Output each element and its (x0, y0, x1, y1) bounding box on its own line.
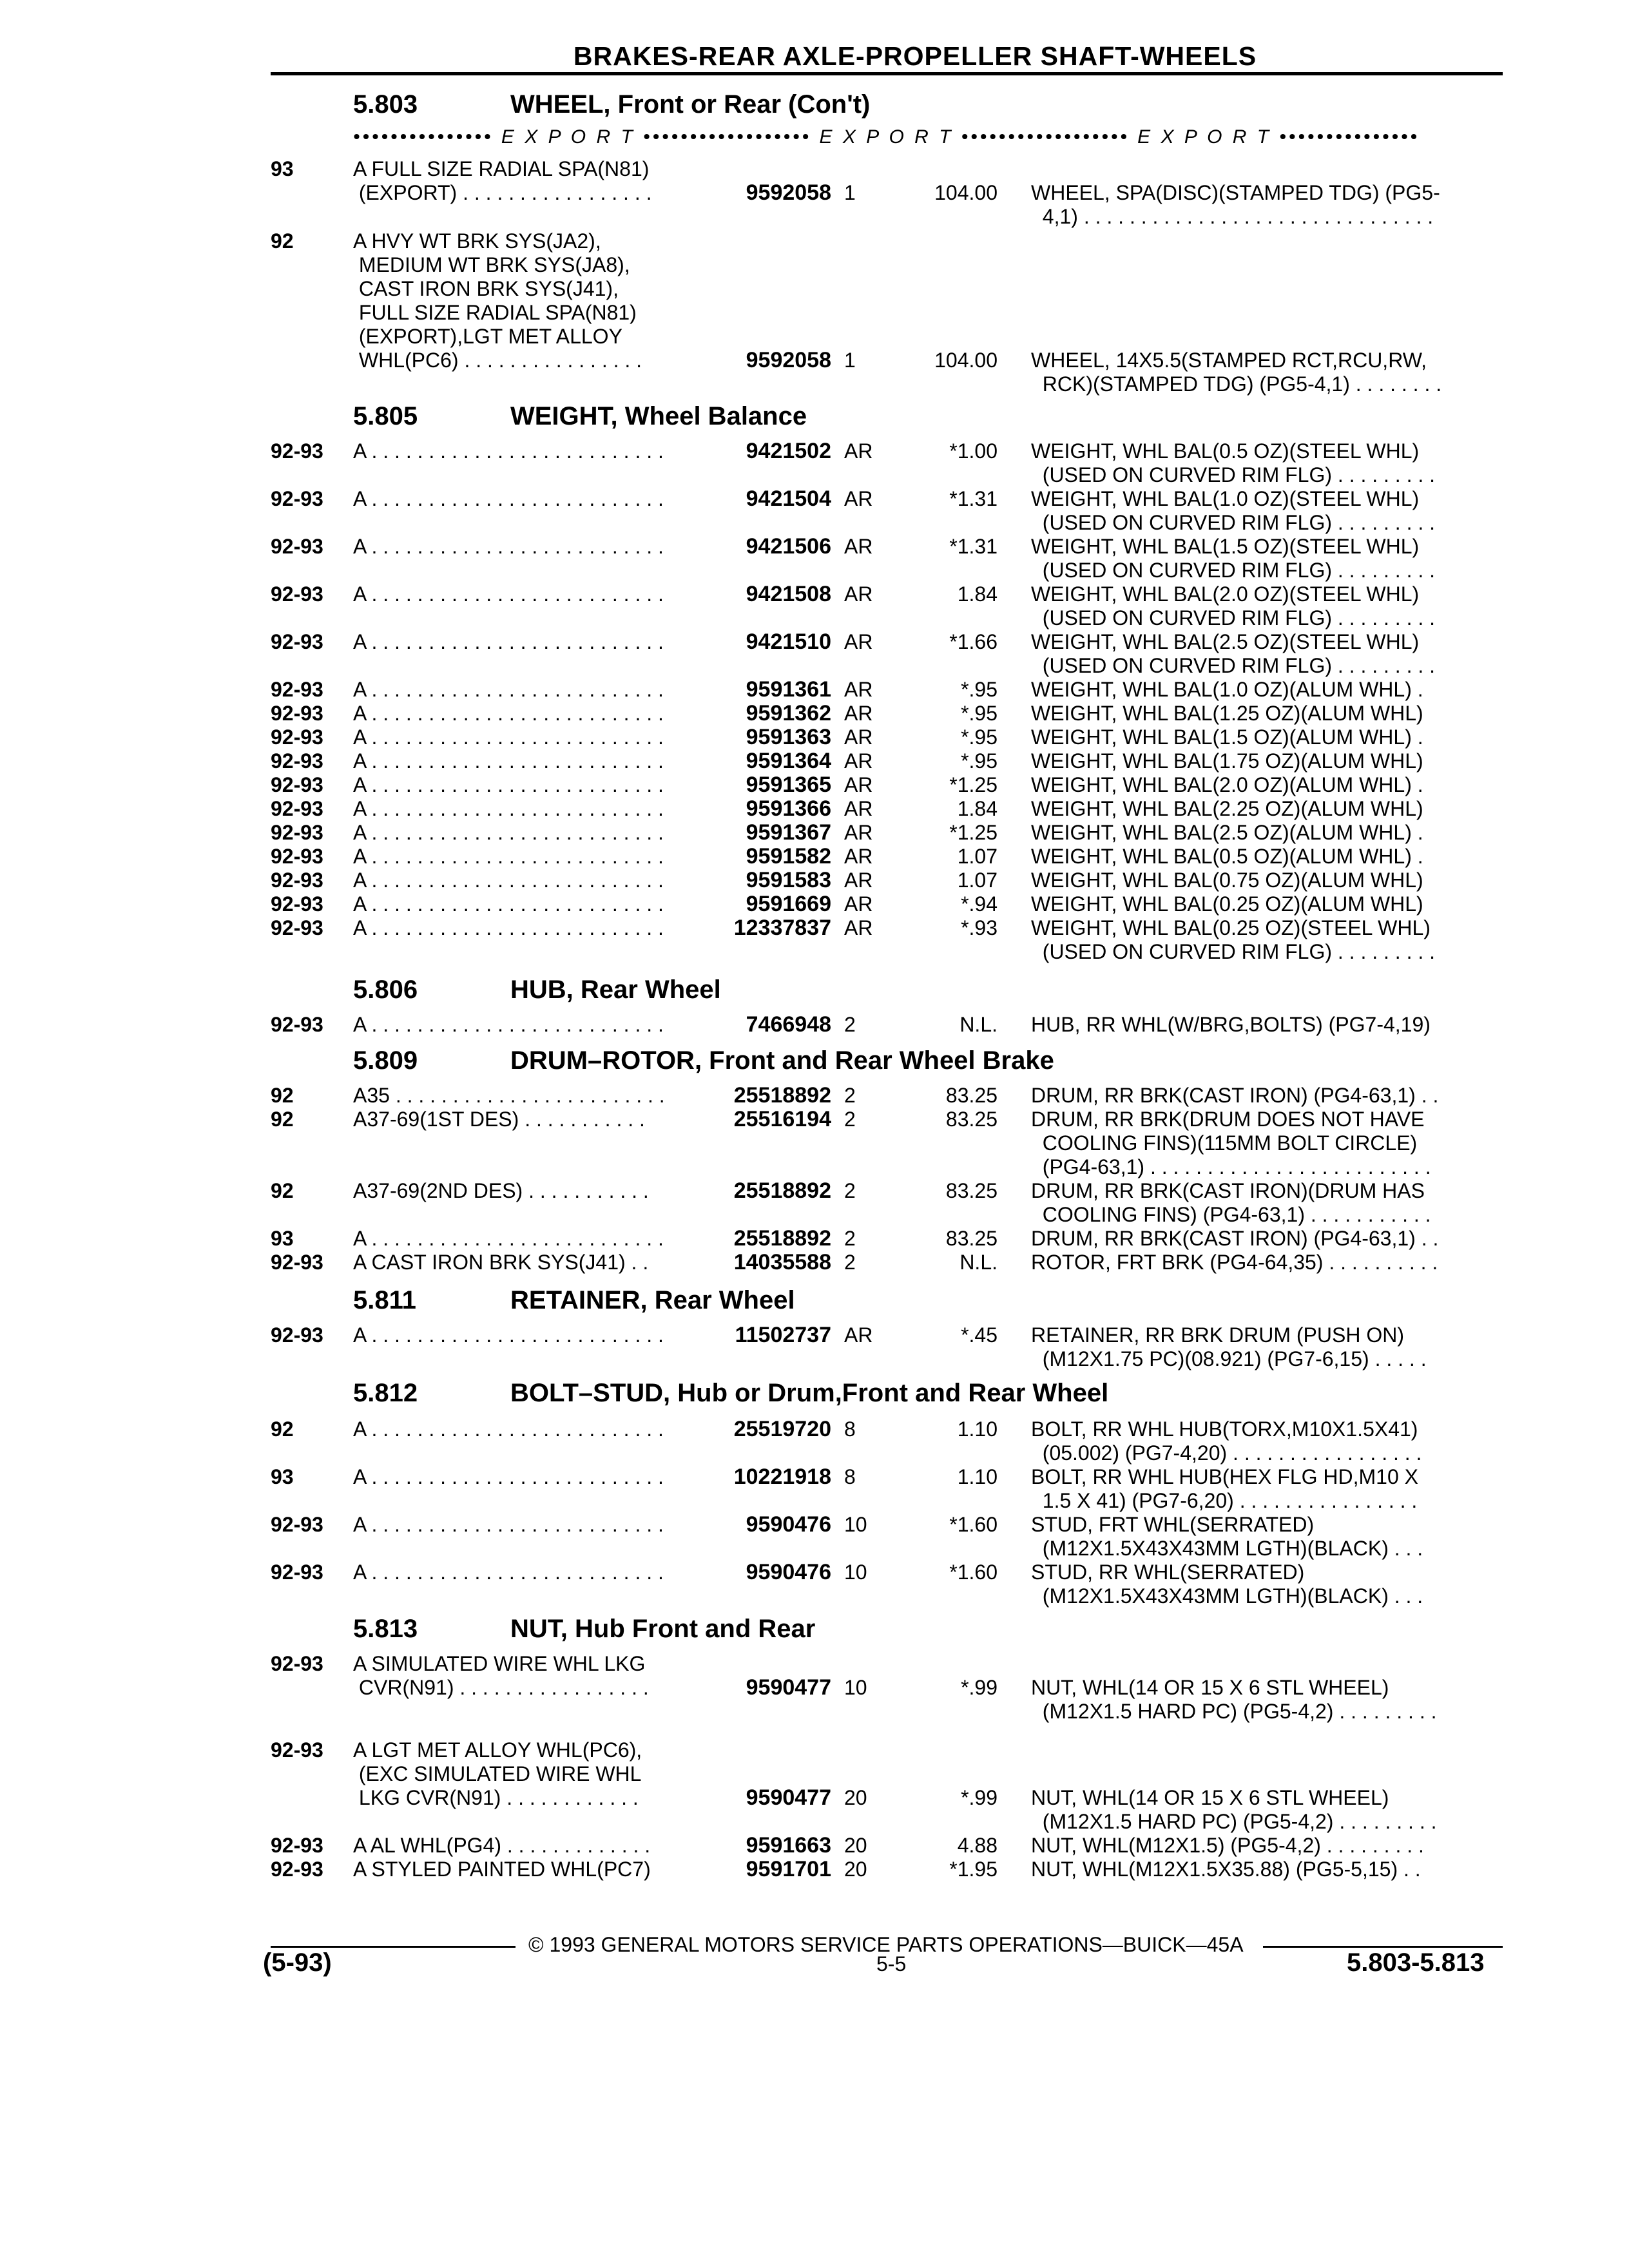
model-year: 92-93 (271, 1858, 323, 1881)
quantity: 1 (844, 181, 856, 204)
quantity: 20 (844, 1834, 867, 1857)
section-title: WHEEL, Front or Rear (Con't) (510, 90, 871, 119)
footer-rule-right (1263, 1946, 1503, 1948)
price: 1.10 (957, 1418, 998, 1441)
part-name: ROTOR, FRT BRK (PG4-64,35) . . . . . . . . . . (1031, 1251, 1438, 1274)
section-number: 5.805 (353, 402, 418, 430)
quantity: 2 (844, 1013, 856, 1036)
price: *1.60 (949, 1561, 998, 1584)
quantity: AR (844, 821, 873, 844)
quantity: AR (844, 535, 873, 558)
part-number: 9591362 (746, 701, 831, 726)
price: *.99 (961, 1786, 998, 1809)
quantity: AR (844, 678, 873, 701)
quantity: AR (844, 726, 873, 749)
footer-revision: (5-93) (263, 1948, 332, 1977)
part-number: 7466948 (746, 1012, 831, 1037)
part-name: WEIGHT, WHL BAL(1.5 OZ)(ALUM WHL) . (1031, 726, 1423, 749)
part-name: WEIGHT, WHL BAL(2.5 OZ)(STEEL WHL) (USED ON CURVED RIM FLG) . . . . . . . . . (1031, 630, 1436, 677)
part-name: WEIGHT, WHL BAL(0.5 OZ)(ALUM WHL) . (1031, 845, 1423, 868)
part-number: 9591582 (746, 844, 831, 869)
model-year: 92-93 (271, 773, 323, 796)
usage-description: A . . . . . . . . . . . . . . . . . . . . . . . . . . (353, 487, 664, 510)
model-year: 92 (271, 1108, 294, 1131)
part-name: WEIGHT, WHL BAL(2.0 OZ)(ALUM WHL) . (1031, 773, 1423, 796)
part-name: BOLT, RR WHL HUB(HEX FLG HD,M10 X 1.5 X 41) (PG7-6,20) . . . . . . . . . . . . . . . . (1031, 1465, 1418, 1512)
model-year: 92-93 (271, 439, 323, 463)
model-year: 92-93 (271, 845, 323, 868)
part-name: NUT, WHL(M12X1.5) (PG5-4,2) . . . . . . . . . (1031, 1834, 1424, 1857)
model-year: 92-93 (271, 1561, 323, 1584)
part-name: WHEEL, 14X5.5(STAMPED RCT,RCU,RW, RCK)(STAMPED TDG) (PG5-4,1) . . . . . . . . (1031, 349, 1442, 396)
section-number: 5.809 (353, 1046, 418, 1075)
section-title: NUT, Hub Front and Rear (510, 1615, 816, 1643)
quantity: AR (844, 630, 873, 653)
part-number: 9591663 (746, 1833, 831, 1858)
quantity: 1 (844, 349, 856, 372)
quantity: AR (844, 892, 873, 916)
part-number: 25518892 (733, 1178, 831, 1203)
part-name: WEIGHT, WHL BAL(1.75 OZ)(ALUM WHL) (1031, 749, 1423, 773)
part-name: DRUM, RR BRK(CAST IRON) (PG4-63,1) . . (1031, 1227, 1439, 1250)
part-name: WHEEL, SPA(DISC)(STAMPED TDG) (PG5- 4,1) . . . . . . . . . . . . . . . . . . . . . . . . . . . . . . . (1031, 181, 1440, 228)
quantity: 10 (844, 1561, 867, 1584)
model-year: 92-93 (271, 1251, 323, 1274)
model-year: 92 (271, 1084, 294, 1107)
part-number: 9590477 (746, 1785, 831, 1810)
usage-description: A LGT MET ALLOY WHL(PC6), (EXC SIMULATED WIRE WHL LKG CVR(N91) . . . . . . . . . . . . (353, 1738, 642, 1809)
price: *1.00 (949, 439, 998, 463)
usage-description: A37-69(2ND DES) . . . . . . . . . . . (353, 1179, 649, 1202)
quantity: 2 (844, 1227, 856, 1250)
quantity: AR (844, 1323, 873, 1347)
footer-section-range: 5.803-5.813 (1347, 1948, 1485, 1977)
price: *1.25 (949, 821, 998, 844)
usage-description: A . . . . . . . . . . . . . . . . . . . . . . . . . . (353, 678, 664, 701)
price: 1.10 (957, 1465, 998, 1488)
model-year: 92-93 (271, 749, 323, 773)
price: 83.25 (945, 1179, 998, 1202)
model-year: 92-93 (271, 702, 323, 725)
part-number: 10221918 (733, 1465, 831, 1489)
part-number: 25518892 (733, 1083, 831, 1108)
usage-description: A SIMULATED WIRE WHL LKG CVR(N91) . . . . . . . . . . . . . . . . . (353, 1652, 649, 1699)
section-number: 5.813 (353, 1615, 418, 1643)
price: 4.88 (957, 1834, 998, 1857)
part-name: WEIGHT, WHL BAL(1.25 OZ)(ALUM WHL) (1031, 702, 1423, 725)
price: *.95 (961, 702, 998, 725)
part-number: 9592058 (746, 180, 831, 205)
usage-description: A37-69(1ST DES) . . . . . . . . . . . (353, 1108, 645, 1131)
section-title: BOLT–STUD, Hub or Drum,Front and Rear Wheel (510, 1379, 1109, 1407)
part-name: HUB, RR WHL(W/BRG,BOLTS) (PG7-4,19) (1031, 1013, 1431, 1036)
header-rule (271, 72, 1503, 75)
usage-description: A . . . . . . . . . . . . . . . . . . . . . . . . . . (353, 582, 664, 606)
model-year: 92-93 (271, 535, 323, 558)
part-name: DRUM, RR BRK(DRUM DOES NOT HAVE COOLING FINS)(115MM BOLT CIRCLE) (PG4-63,1) . . . . . . . . . . . . . . . . . . . . . . . . . (1031, 1108, 1431, 1178)
part-name: WEIGHT, WHL BAL(2.25 OZ)(ALUM WHL) (1031, 797, 1423, 820)
model-year: 92 (271, 229, 294, 253)
part-number: 9591363 (746, 725, 831, 749)
quantity: AR (844, 869, 873, 892)
price: N.L. (959, 1013, 998, 1036)
model-year: 92 (271, 1179, 294, 1202)
part-name: WEIGHT, WHL BAL(0.25 OZ)(STEEL WHL) (USED ON CURVED RIM FLG) . . . . . . . . . (1031, 916, 1436, 963)
price: *1.31 (949, 487, 998, 510)
section-number: 5.803 (353, 90, 418, 119)
price: *.93 (961, 916, 998, 939)
part-name: WEIGHT, WHL BAL(1.5 OZ)(STEEL WHL) (USED ON CURVED RIM FLG) . . . . . . . . . (1031, 535, 1436, 582)
usage-description: A . . . . . . . . . . . . . . . . . . . . . . . . . . (353, 1013, 664, 1036)
usage-description: A . . . . . . . . . . . . . . . . . . . . . . . . . . (353, 749, 664, 773)
quantity: AR (844, 749, 873, 773)
part-name: RETAINER, RR BRK DRUM (PUSH ON) (M12X1.75 PC)(08.921) (PG7-6,15) . . . . . (1031, 1323, 1427, 1370)
price: N.L. (959, 1251, 998, 1274)
price: *1.60 (949, 1513, 998, 1536)
usage-description: A FULL SIZE RADIAL SPA(N81) (EXPORT) . . . . . . . . . . . . . . . . . (353, 157, 652, 204)
part-name: BOLT, RR WHL HUB(TORX,M10X1.5X41) (05.002) (PG7-4,20) . . . . . . . . . . . . . . . . . (1031, 1418, 1422, 1465)
section-title: WEIGHT, Wheel Balance (510, 402, 807, 430)
model-year: 92-93 (271, 797, 323, 820)
model-year: 92-93 (271, 869, 323, 892)
part-number: 14035588 (733, 1250, 831, 1274)
usage-description: A . . . . . . . . . . . . . . . . . . . . . . . . . . (353, 1227, 664, 1250)
part-name: NUT, WHL(14 OR 15 X 6 STL WHEEL) (M12X1.5 HARD PC) (PG5-4,2) . . . . . . . . . (1031, 1676, 1437, 1723)
price: 1.84 (957, 582, 998, 606)
model-year: 92-93 (271, 916, 323, 939)
usage-description: A . . . . . . . . . . . . . . . . . . . . . . . . . . (353, 773, 664, 796)
usage-description: A AL WHL(PG4) . . . . . . . . . . . . . (353, 1834, 651, 1857)
quantity: AR (844, 916, 873, 939)
section-title: RETAINER, Rear Wheel (510, 1286, 795, 1314)
model-year: 92-93 (271, 1834, 323, 1857)
model-year: 92-93 (271, 821, 323, 844)
usage-description: A . . . . . . . . . . . . . . . . . . . . . . . . . . (353, 439, 664, 463)
model-year: 92-93 (271, 678, 323, 701)
part-number: 9421504 (746, 486, 831, 511)
part-number: 9590477 (746, 1675, 831, 1700)
part-name: WEIGHT, WHL BAL(1.0 OZ)(STEEL WHL) (USED ON CURVED RIM FLG) . . . . . . . . . (1031, 487, 1436, 534)
usage-description: A35 . . . . . . . . . . . . . . . . . . . . . . . . (353, 1084, 665, 1107)
usage-description: A . . . . . . . . . . . . . . . . . . . . . . . . . . (353, 869, 664, 892)
model-year: 92-93 (271, 1738, 323, 1762)
quantity: 20 (844, 1858, 867, 1881)
usage-description: A . . . . . . . . . . . . . . . . . . . . . . . . . . (353, 1323, 664, 1347)
quantity: 8 (844, 1465, 856, 1488)
quantity: AR (844, 797, 873, 820)
model-year: 92-93 (271, 892, 323, 916)
part-name: WEIGHT, WHL BAL(1.0 OZ)(ALUM WHL) . (1031, 678, 1423, 701)
price: *.99 (961, 1676, 998, 1699)
price: 1.07 (957, 845, 998, 868)
usage-description: A . . . . . . . . . . . . . . . . . . . . . . . . . . (353, 726, 664, 749)
section-number: 5.811 (353, 1286, 416, 1314)
section-title: DRUM–ROTOR, Front and Rear Wheel Brake (510, 1046, 1054, 1075)
quantity: AR (844, 702, 873, 725)
price: *.95 (961, 678, 998, 701)
price: 83.25 (945, 1108, 998, 1131)
part-number: 12337837 (733, 916, 831, 940)
model-year: 92-93 (271, 487, 323, 510)
part-number: 9591701 (746, 1857, 831, 1881)
usage-description: A . . . . . . . . . . . . . . . . . . . . . . . . . . (353, 1561, 664, 1584)
model-year: 92-93 (271, 1513, 323, 1536)
model-year: 92-93 (271, 1323, 323, 1347)
part-number: 9592058 (746, 348, 831, 372)
part-number: 9591669 (746, 892, 831, 916)
part-number: 9421510 (746, 629, 831, 654)
part-name: WEIGHT, WHL BAL(0.25 OZ)(ALUM WHL) (1031, 892, 1423, 916)
section-number: 5.806 (353, 975, 418, 1004)
part-number: 9591366 (746, 796, 831, 821)
section-number: 5.812 (353, 1379, 418, 1407)
usage-description: A . . . . . . . . . . . . . . . . . . . . . . . . . . (353, 1465, 664, 1488)
section-title: HUB, Rear Wheel (510, 975, 721, 1004)
part-number: 9591364 (746, 749, 831, 773)
part-name: NUT, WHL(14 OR 15 X 6 STL WHEEL) (M12X1.5 HARD PC) (PG5-4,2) . . . . . . . . . (1031, 1786, 1437, 1833)
part-name: DRUM, RR BRK(CAST IRON) (PG4-63,1) . . (1031, 1084, 1439, 1107)
part-number: 11502737 (735, 1323, 831, 1347)
usage-description: A HVY WT BRK SYS(JA2), MEDIUM WT BRK SYS(JA8), CAST IRON BRK SYS(J41), FULL SIZE RADIAL SPA(N81) (EXPORT),LGT MET ALLOY WHL(PC6) . . . . . . . . . . . . . . . . (353, 229, 642, 372)
model-year: 92-93 (271, 630, 323, 653)
footer-rule-left (271, 1946, 516, 1948)
footer-copyright: © 1993 GENERAL MOTORS SERVICE PARTS OPERATIONS—BUICK—45A (528, 1933, 1244, 1956)
quantity: AR (844, 582, 873, 606)
price: 83.25 (945, 1084, 998, 1107)
usage-description: A . . . . . . . . . . . . . . . . . . . . . . . . . . (353, 797, 664, 820)
part-number: 9590476 (746, 1560, 831, 1584)
model-year: 92-93 (271, 582, 323, 606)
price: *1.66 (949, 630, 998, 653)
price: *1.25 (949, 773, 998, 796)
quantity: 2 (844, 1251, 856, 1274)
quantity: 2 (844, 1084, 856, 1107)
part-name: WEIGHT, WHL BAL(0.75 OZ)(ALUM WHL) (1031, 869, 1423, 892)
part-number: 25516194 (733, 1107, 831, 1131)
part-name: WEIGHT, WHL BAL(0.5 OZ)(STEEL WHL) (USED ON CURVED RIM FLG) . . . . . . . . . (1031, 439, 1436, 486)
part-number: 9591367 (746, 820, 831, 845)
quantity: AR (844, 773, 873, 796)
part-number: 25518892 (733, 1226, 831, 1251)
part-number: 9421508 (746, 582, 831, 606)
price: 1.84 (957, 797, 998, 820)
page-title: BRAKES-REAR AXLE-PROPELLER SHAFT-WHEELS (573, 41, 1257, 71)
usage-description: A . . . . . . . . . . . . . . . . . . . . . . . . . . (353, 845, 664, 868)
price: 104.00 (934, 349, 998, 372)
part-name: STUD, FRT WHL(SERRATED) (M12X1.5X43X43MM LGTH)(BLACK) . . . (1031, 1513, 1423, 1560)
export-banner: ••••••••••••••• E X P O R T •••••••••••••••••• E X P O R T •••••••••••••••••• E X P O R T ••••••••••••••• (353, 126, 1420, 148)
part-name: NUT, WHL(M12X1.5X35.88) (PG5-5,15) . . (1031, 1858, 1421, 1881)
price: 1.07 (957, 869, 998, 892)
part-name: DRUM, RR BRK(CAST IRON)(DRUM HAS COOLING FINS) (PG4-63,1) . . . . . . . . . . . (1031, 1179, 1431, 1226)
quantity: 10 (844, 1676, 867, 1699)
model-year: 92-93 (271, 1013, 323, 1036)
price: *1.95 (949, 1858, 998, 1881)
usage-description: A . . . . . . . . . . . . . . . . . . . . . . . . . . (353, 821, 664, 844)
price: *.45 (961, 1323, 998, 1347)
price: *.94 (961, 892, 998, 916)
footer-page-number: 5-5 (876, 1952, 907, 1975)
quantity: 20 (844, 1786, 867, 1809)
part-number: 9591365 (746, 773, 831, 797)
price: *1.31 (949, 535, 998, 558)
price: *.95 (961, 726, 998, 749)
quantity: AR (844, 845, 873, 868)
quantity: 8 (844, 1418, 856, 1441)
model-year: 92-93 (271, 1652, 323, 1675)
model-year: 93 (271, 1227, 294, 1250)
usage-description: A . . . . . . . . . . . . . . . . . . . . . . . . . . (353, 702, 664, 725)
part-number: 9590476 (746, 1512, 831, 1537)
usage-description: A . . . . . . . . . . . . . . . . . . . . . . . . . . (353, 1513, 664, 1536)
usage-description: A STYLED PAINTED WHL(PC7) (353, 1858, 651, 1881)
price: 83.25 (945, 1227, 998, 1250)
usage-description: A . . . . . . . . . . . . . . . . . . . . . . . . . . (353, 892, 664, 916)
usage-description: A . . . . . . . . . . . . . . . . . . . . . . . . . . (353, 535, 664, 558)
part-name: WEIGHT, WHL BAL(2.5 OZ)(ALUM WHL) . (1031, 821, 1423, 844)
part-name: WEIGHT, WHL BAL(2.0 OZ)(STEEL WHL) (USED ON CURVED RIM FLG) . . . . . . . . . (1031, 582, 1436, 629)
usage-description: A . . . . . . . . . . . . . . . . . . . . . . . . . . (353, 916, 664, 939)
model-year: 93 (271, 1465, 294, 1488)
price: 104.00 (934, 181, 998, 204)
usage-description: A CAST IRON BRK SYS(J41) . . (353, 1251, 649, 1274)
part-number: 25519720 (733, 1417, 831, 1441)
part-name: STUD, RR WHL(SERRATED) (M12X1.5X43X43MM LGTH)(BLACK) . . . (1031, 1561, 1423, 1608)
quantity: AR (844, 487, 873, 510)
usage-description: A . . . . . . . . . . . . . . . . . . . . . . . . . . (353, 630, 664, 653)
usage-description: A . . . . . . . . . . . . . . . . . . . . . . . . . . (353, 1418, 664, 1441)
part-number: 9591361 (746, 677, 831, 702)
quantity: 10 (844, 1513, 867, 1536)
part-number: 9591583 (746, 868, 831, 892)
price: *.95 (961, 749, 998, 773)
quantity: 2 (844, 1179, 856, 1202)
quantity: 2 (844, 1108, 856, 1131)
part-number: 9421502 (746, 439, 831, 463)
model-year: 92 (271, 1418, 294, 1441)
model-year: 92-93 (271, 726, 323, 749)
quantity: AR (844, 439, 873, 463)
part-number: 9421506 (746, 534, 831, 559)
model-year: 93 (271, 157, 294, 180)
